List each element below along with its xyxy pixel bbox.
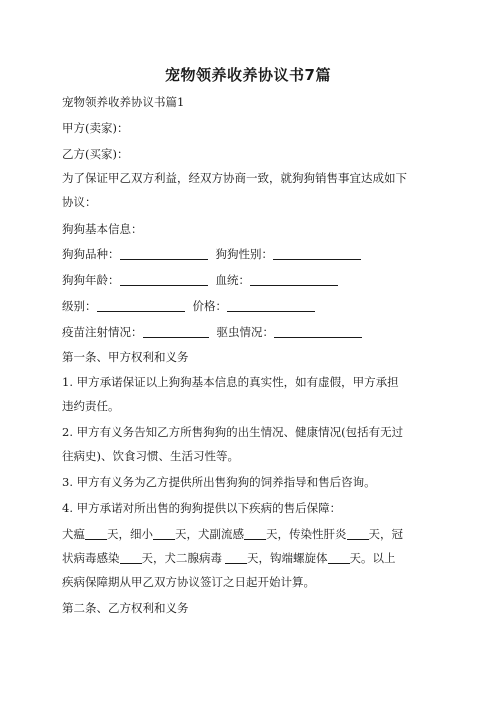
breed-blank (120, 247, 208, 260)
sex-blank (273, 247, 361, 260)
disease-text: 天，钩端螺旋体 (247, 551, 328, 565)
disease-blank (85, 527, 107, 540)
item-1-line-1: 1. 甲方承诺保证以上狗狗基本信息的真实性，如有虚假，甲方承担 (62, 375, 399, 389)
lineage-blank (250, 273, 338, 286)
disease-blank (347, 527, 369, 540)
deworm-label: 驱虫情况： (216, 325, 274, 339)
basic-info-heading: 狗狗基本信息： (62, 222, 143, 236)
item-2-line-2: 往病史)、饮食习惯、生活习性等。 (62, 449, 239, 463)
vaccine-label: 疫苗注射情况： (62, 325, 143, 339)
price-label: 价格： (192, 299, 227, 313)
disease-line-1 (62, 526, 438, 542)
disease-text: 天。以上 (349, 551, 396, 565)
article-2-heading: 第二条、乙方权利和义务 (62, 601, 189, 615)
age-lineage-row (62, 272, 438, 288)
disease-text: 天，冠 (368, 527, 403, 541)
price-blank (227, 299, 315, 312)
grade-price-row (62, 298, 438, 314)
disease-text: 天，细小 (107, 527, 153, 541)
document-title: 宠物领养收养协议书7篇 (165, 66, 331, 84)
grade-label: 级别： (62, 299, 97, 313)
disease-line-2 (62, 550, 438, 566)
disease-blank (244, 527, 266, 540)
breed-sex-row (62, 246, 438, 262)
item-2-line-1: 2. 甲方有义务告知乙方所售狗狗的出生情况、健康情况(包括有无过 (62, 425, 404, 439)
sex-label: 狗狗性别： (215, 247, 273, 261)
party-b-label: 乙方(买家)： (62, 147, 129, 161)
disease-blank (225, 551, 247, 564)
item-3: 3. 甲方有义务为乙方提供所出售狗狗的饲养指导和售后咨询。 (62, 475, 376, 489)
disease-text: 犬瘟 (62, 527, 85, 541)
disease-text: 天，犬副流感 (175, 527, 244, 541)
disease-blank (328, 551, 350, 564)
disease-blank (153, 527, 175, 540)
intro-paragraph-line-1: 为了保证甲乙双方利益，经双方协商一致，就狗狗销售事宜达成如下 (62, 171, 407, 185)
deworm-blank (274, 325, 362, 338)
party-a-label: 甲方(卖家)： (62, 121, 129, 135)
disease-text: 天，犬二腺病毒 (141, 551, 222, 565)
age-blank (120, 273, 208, 286)
disease-text: 状病毒感染 (62, 551, 120, 565)
disease-text: 天，传染性肝炎 (266, 527, 347, 541)
article-1-heading: 第一条、甲方权利和义务 (62, 350, 189, 364)
vaccine-blank (143, 325, 209, 338)
item-4: 4. 甲方承诺对所出售的狗狗提供以下疾病的售后保障： (62, 501, 342, 515)
document-subtitle: 宠物领养收养协议书篇1 (62, 95, 185, 109)
grade-blank (97, 299, 185, 312)
vaccine-deworm-row (62, 324, 438, 340)
breed-label: 狗狗品种： (62, 247, 120, 261)
disease-blank (120, 551, 142, 564)
item-1-line-2: 违约责任。 (62, 399, 120, 413)
intro-paragraph-line-2: 协议： (62, 195, 97, 209)
age-label: 狗狗年龄： (62, 273, 120, 287)
lineage-label: 血统： (215, 273, 250, 287)
disease-line-3: 疾病保障期从甲乙双方协议签订之日起开始计算。 (62, 575, 315, 589)
